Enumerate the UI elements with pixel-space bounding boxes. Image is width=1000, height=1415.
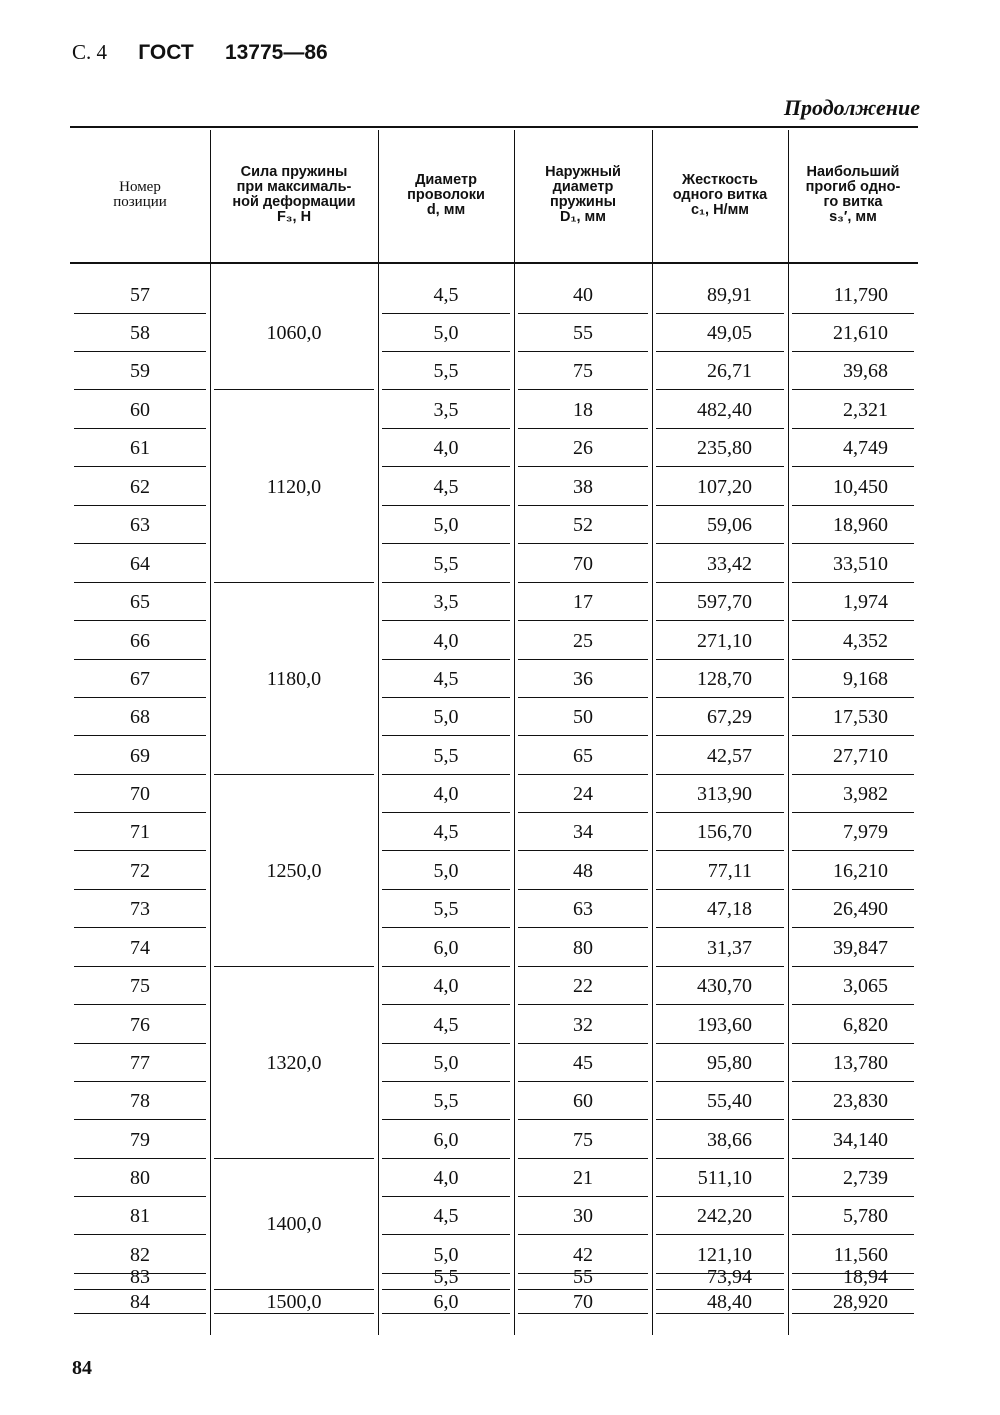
coil-deflection: 3,065 — [843, 975, 888, 997]
spring-force: 1500,0 — [266, 1291, 322, 1313]
group-rule — [214, 1313, 374, 1314]
coil-stiffness: 73,94 — [707, 1266, 752, 1288]
row-rule — [656, 466, 784, 467]
row-rule — [518, 1119, 648, 1120]
table-header-rule — [70, 262, 918, 264]
row-rule — [792, 927, 914, 928]
coil-deflection: 10,450 — [833, 476, 888, 498]
outer-diameter: 70 — [573, 553, 593, 575]
outer-diameter: 18 — [573, 399, 593, 421]
row-rule — [382, 1119, 510, 1120]
coil-deflection: 7,979 — [843, 821, 888, 843]
row-rule — [656, 927, 784, 928]
row-rule — [518, 543, 648, 544]
outer-diameter: 70 — [573, 1291, 593, 1313]
standard-label: ГОСТ — [138, 41, 194, 64]
wire-diameter: 5,0 — [433, 1244, 459, 1266]
position-number: 82 — [130, 1244, 150, 1266]
outer-diameter: 60 — [573, 1090, 593, 1112]
spring-force: 1060,0 — [266, 322, 322, 344]
row-rule — [792, 1234, 914, 1235]
wire-diameter: 4,5 — [433, 668, 459, 690]
outer-diameter: 22 — [573, 975, 593, 997]
position-number: 78 — [130, 1090, 150, 1112]
coil-stiffness: 38,66 — [707, 1129, 752, 1151]
row-rule — [74, 927, 206, 928]
outer-diameter: 25 — [573, 630, 593, 652]
coil-deflection: 34,140 — [833, 1129, 888, 1151]
coil-deflection: 21,610 — [833, 322, 888, 344]
row-rule — [382, 620, 510, 621]
position-number: 71 — [130, 821, 150, 843]
position-number: 68 — [130, 706, 150, 728]
coil-stiffness: 31,37 — [707, 937, 752, 959]
wire-diameter: 5,0 — [433, 706, 459, 728]
position-number: 60 — [130, 399, 150, 421]
coil-stiffness: 511,10 — [697, 1167, 752, 1189]
column-header-text: Наибольший прогиб одно- го витка s₃′, мм — [805, 164, 901, 225]
row-rule — [792, 543, 914, 544]
position-number: 70 — [130, 783, 150, 805]
coil-deflection: 2,321 — [843, 399, 888, 421]
coil-stiffness: 42,57 — [707, 745, 752, 767]
coil-stiffness: 59,06 — [707, 514, 752, 536]
position-number: 61 — [130, 437, 150, 459]
position-number: 77 — [130, 1052, 150, 1074]
coil-deflection: 18,94 — [843, 1266, 888, 1288]
coil-stiffness: 55,40 — [707, 1090, 752, 1112]
row-rule — [792, 1313, 914, 1314]
coil-stiffness: 271,10 — [697, 630, 752, 652]
coil-deflection: 11,790 — [833, 284, 888, 306]
coil-stiffness: 47,18 — [707, 898, 752, 920]
position-number: 58 — [130, 322, 150, 344]
row-rule — [382, 1313, 510, 1314]
row-rule — [656, 850, 784, 851]
outer-diameter: 63 — [573, 898, 593, 920]
row-rule — [74, 1119, 206, 1120]
row-rule — [74, 1313, 206, 1314]
position-number: 75 — [130, 975, 150, 997]
position-number: 79 — [130, 1129, 150, 1151]
row-rule — [518, 389, 648, 390]
outer-diameter: 30 — [573, 1205, 593, 1227]
wire-diameter: 5,5 — [433, 745, 459, 767]
row-rule — [382, 1234, 510, 1235]
coil-deflection: 4,749 — [843, 437, 888, 459]
row-rule — [792, 389, 914, 390]
row-rule — [792, 466, 914, 467]
coil-deflection: 27,710 — [833, 745, 888, 767]
outer-diameter: 21 — [573, 1167, 593, 1189]
column-header-4 — [514, 130, 652, 260]
wire-diameter: 5,0 — [433, 514, 459, 536]
outer-diameter: 55 — [573, 1266, 593, 1288]
row-rule — [518, 927, 648, 928]
row-rule — [382, 466, 510, 467]
spring-force: 1320,0 — [266, 1052, 322, 1074]
row-rule — [518, 620, 648, 621]
spring-force: 1400,0 — [266, 1213, 322, 1235]
outer-diameter: 52 — [573, 514, 593, 536]
column-header-text: Номер позиции — [113, 179, 167, 210]
outer-diameter: 50 — [573, 706, 593, 728]
outer-diameter: 17 — [573, 591, 593, 613]
row-rule — [382, 389, 510, 390]
row-rule — [656, 1004, 784, 1005]
coil-stiffness: 95,80 — [707, 1052, 752, 1074]
column-header-1 — [70, 130, 210, 260]
row-rule — [518, 735, 648, 736]
outer-diameter: 75 — [573, 1129, 593, 1151]
row-rule — [792, 850, 914, 851]
coil-deflection: 39,847 — [833, 937, 888, 959]
row-rule — [792, 1119, 914, 1120]
row-rule — [74, 735, 206, 736]
coil-stiffness: 77,11 — [707, 860, 752, 882]
row-rule — [74, 620, 206, 621]
position-number: 73 — [130, 898, 150, 920]
position-number: 62 — [130, 476, 150, 498]
coil-deflection: 39,68 — [843, 360, 888, 382]
wire-diameter: 5,5 — [433, 360, 459, 382]
position-number: 57 — [130, 284, 150, 306]
outer-diameter: 24 — [573, 783, 593, 805]
row-rule — [382, 735, 510, 736]
column-header-text: Наружный диаметр пружины D₁, мм — [545, 164, 621, 225]
wire-diameter: 6,0 — [433, 1291, 459, 1313]
wire-diameter: 5,5 — [433, 1266, 459, 1288]
column-header-5 — [652, 130, 788, 260]
coil-stiffness: 156,70 — [697, 821, 752, 843]
row-rule — [74, 1004, 206, 1005]
column-header-text: Сила пружины при максималь- ной деформации F₃, Н — [232, 164, 356, 225]
coil-stiffness: 430,70 — [697, 975, 752, 997]
row-rule — [518, 466, 648, 467]
page-label: С. 4 — [72, 40, 108, 64]
wire-diameter: 5,5 — [433, 553, 459, 575]
outer-diameter: 42 — [573, 1244, 593, 1266]
coil-stiffness: 235,80 — [697, 437, 752, 459]
coil-deflection: 5,780 — [843, 1205, 888, 1227]
coil-stiffness: 193,60 — [697, 1014, 752, 1036]
outer-diameter: 32 — [573, 1014, 593, 1036]
coil-stiffness: 48,40 — [707, 1291, 752, 1313]
coil-deflection: 16,210 — [833, 860, 888, 882]
column-header-text: Диаметр проволоки d, мм — [407, 171, 485, 218]
coil-stiffness: 26,71 — [707, 360, 752, 382]
position-number: 83 — [130, 1266, 150, 1288]
row-rule — [382, 1004, 510, 1005]
wire-diameter: 5,5 — [433, 898, 459, 920]
row-rule — [656, 620, 784, 621]
position-number: 63 — [130, 514, 150, 536]
continuation-label: Продолжение — [783, 95, 920, 120]
row-rule — [792, 735, 914, 736]
wire-diameter: 4,5 — [433, 284, 459, 306]
outer-diameter: 75 — [573, 360, 593, 382]
coil-deflection: 17,530 — [833, 706, 888, 728]
outer-diameter: 45 — [573, 1052, 593, 1074]
coil-deflection: 3,982 — [843, 783, 888, 805]
wire-diameter: 6,0 — [433, 937, 459, 959]
position-number: 81 — [130, 1205, 150, 1227]
row-rule — [518, 1234, 648, 1235]
wire-diameter: 4,5 — [433, 1205, 459, 1227]
page-number: 84 — [72, 1357, 92, 1379]
position-number: 76 — [130, 1014, 150, 1036]
coil-stiffness: 313,90 — [697, 783, 752, 805]
position-number: 65 — [130, 591, 150, 613]
coil-stiffness: 107,20 — [697, 476, 752, 498]
wire-diameter: 4,5 — [433, 1014, 459, 1036]
coil-deflection: 13,780 — [833, 1052, 888, 1074]
wire-diameter: 4,0 — [433, 630, 459, 652]
row-rule — [656, 543, 784, 544]
coil-deflection: 1,974 — [843, 591, 888, 613]
standard-number: 13775—86 — [224, 41, 328, 64]
position-number: 80 — [130, 1167, 150, 1189]
position-number: 67 — [130, 668, 150, 690]
row-rule — [518, 1313, 648, 1314]
coil-deflection: 4,352 — [843, 630, 888, 652]
row-rule — [656, 735, 784, 736]
wire-diameter: 3,5 — [433, 399, 459, 421]
outer-diameter: 38 — [573, 476, 593, 498]
wire-diameter: 4,0 — [433, 1167, 459, 1189]
row-rule — [382, 927, 510, 928]
coil-stiffness: 89,91 — [707, 284, 752, 306]
row-rule — [74, 850, 206, 851]
row-rule — [74, 543, 206, 544]
column-header-text: Жесткость одного витка c₁, Н/мм — [672, 171, 768, 218]
coil-deflection: 26,490 — [833, 898, 888, 920]
column-header-6 — [788, 130, 918, 260]
wire-diameter: 4,5 — [433, 476, 459, 498]
outer-diameter: 65 — [573, 745, 593, 767]
row-rule — [74, 389, 206, 390]
outer-diameter: 40 — [573, 284, 593, 306]
coil-deflection: 33,510 — [833, 553, 888, 575]
running-header — [72, 40, 328, 65]
coil-stiffness: 128,70 — [697, 668, 752, 690]
spring-force: 1180,0 — [266, 668, 322, 690]
coil-deflection: 23,830 — [833, 1090, 888, 1112]
wire-diameter: 4,0 — [433, 783, 459, 805]
coil-deflection: 9,168 — [843, 668, 888, 690]
wire-diameter: 4,0 — [433, 437, 459, 459]
coil-deflection: 28,920 — [833, 1291, 888, 1313]
position-number: 74 — [130, 937, 150, 959]
wire-diameter: 4,5 — [433, 821, 459, 843]
coil-stiffness: 482,40 — [697, 399, 752, 421]
row-rule — [792, 620, 914, 621]
row-rule — [518, 850, 648, 851]
group-rule — [214, 389, 374, 390]
coil-deflection: 11,560 — [833, 1244, 888, 1266]
column-header-3 — [378, 130, 514, 260]
column-header-2 — [210, 130, 378, 260]
wire-diameter: 5,0 — [433, 322, 459, 344]
row-rule — [656, 1119, 784, 1120]
outer-diameter: 80 — [573, 937, 593, 959]
coil-deflection: 18,960 — [833, 514, 888, 536]
coil-stiffness: 49,05 — [707, 322, 752, 344]
spring-force: 1120,0 — [266, 476, 322, 498]
wire-diameter: 3,5 — [433, 591, 459, 613]
position-number: 64 — [130, 553, 150, 575]
outer-diameter: 36 — [573, 668, 593, 690]
coil-stiffness: 242,20 — [697, 1205, 752, 1227]
spring-force: 1250,0 — [266, 860, 322, 882]
row-rule — [382, 850, 510, 851]
row-rule — [656, 1234, 784, 1235]
row-rule — [74, 1234, 206, 1235]
position-number: 72 — [130, 860, 150, 882]
outer-diameter: 48 — [573, 860, 593, 882]
coil-stiffness: 597,70 — [697, 591, 752, 613]
coil-stiffness: 121,10 — [697, 1244, 752, 1266]
wire-diameter: 5,0 — [433, 1052, 459, 1074]
position-number: 59 — [130, 360, 150, 382]
row-rule — [382, 543, 510, 544]
coil-deflection: 6,820 — [843, 1014, 888, 1036]
outer-diameter: 55 — [573, 322, 593, 344]
position-number: 84 — [130, 1291, 150, 1313]
row-rule — [656, 1313, 784, 1314]
wire-diameter: 4,0 — [433, 975, 459, 997]
row-rule — [518, 1004, 648, 1005]
row-rule — [792, 1004, 914, 1005]
coil-deflection: 2,739 — [843, 1167, 888, 1189]
table-top-rule — [70, 126, 918, 128]
row-rule — [74, 466, 206, 467]
wire-diameter: 5,0 — [433, 860, 459, 882]
position-number: 69 — [130, 745, 150, 767]
wire-diameter: 5,5 — [433, 1090, 459, 1112]
outer-diameter: 26 — [573, 437, 593, 459]
row-rule — [656, 389, 784, 390]
wire-diameter: 6,0 — [433, 1129, 459, 1151]
coil-stiffness: 33,42 — [707, 553, 752, 575]
coil-stiffness: 67,29 — [707, 706, 752, 728]
outer-diameter: 34 — [573, 821, 593, 843]
position-number: 66 — [130, 630, 150, 652]
